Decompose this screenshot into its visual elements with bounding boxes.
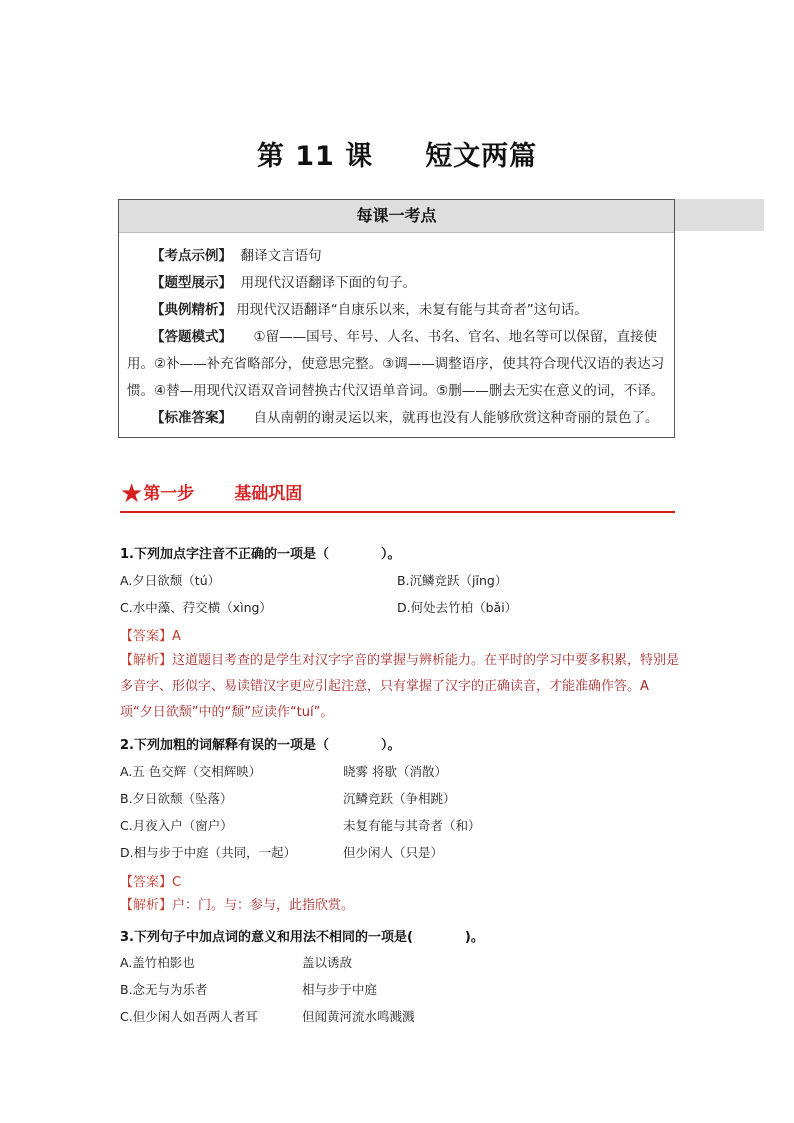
question-1-stem: 1.下列加点字注音不正确的一项是（ ）。 <box>120 547 401 562</box>
q2-right: 但少闲人（只是） <box>343 845 444 860</box>
lesson-number: 第 11 课 <box>256 141 374 172</box>
row-text: 自从南朝的谢灵运以来，就再也没有人能够欣赏这种奇丽的景色了。 <box>253 410 659 426</box>
key-point-box <box>118 199 675 438</box>
q3-option-row <box>302 980 377 998</box>
q3-option-row <box>302 1007 415 1025</box>
section-name: 基础巩固 <box>234 484 303 504</box>
q1-option-c: C.水中藻、荇交横（xìng） <box>120 600 272 615</box>
q3-option-row <box>120 953 195 971</box>
lesson-title <box>0 134 794 173</box>
row-text: ①留——国号、年号、人名、书名、官名、地名等可以保留，直接使 <box>253 329 658 345</box>
q2-right: 未复有能与其奇者（和） <box>343 818 481 833</box>
key-point-row <box>127 405 668 432</box>
q2-left: A.五 色交辉（交相辉映） <box>120 764 262 779</box>
q2-option-row <box>343 789 456 807</box>
q3-option-row <box>120 980 208 998</box>
key-point-row <box>127 351 668 378</box>
q3-right: 相与步于中庭 <box>302 982 378 997</box>
question-3-stem: 3.下列句子中加点词的意义和用法不相同的一项是( )。 <box>120 930 484 945</box>
q2-right: 沉鳞竞跃（争相跳） <box>343 791 456 806</box>
explanation-label: 【解析】 <box>120 653 173 668</box>
q3-left: B.念无与为乐者 <box>120 982 208 997</box>
q2-option-row <box>343 816 481 834</box>
answer-value: A <box>172 629 181 644</box>
section-heading <box>120 479 675 513</box>
q2-explanation <box>120 893 680 919</box>
q2-answer <box>120 871 181 890</box>
q2-right: 晓雾 将歇（消散） <box>343 764 447 779</box>
q3-left: C.但少闲人如吾两人者耳 <box>120 1009 258 1024</box>
row-label: 【答题模式】 <box>151 329 232 345</box>
q2-left: D.相与步于中庭（共同，一起） <box>120 845 297 860</box>
row-text: 惯。④替—用现代汉语双音词替换古代汉语单音词。⑤删——删去无实在意义的词，不译。 <box>127 383 665 399</box>
key-point-body <box>119 233 674 432</box>
explanation-label: 【解析】 <box>120 898 173 913</box>
q3-right: 但闻黄河流水鸣溅溅 <box>302 1009 415 1024</box>
row-label: 【典例精析】 <box>151 302 232 318</box>
row-text: 用现代汉语翻译“自康乐以来，未复有能与其奇者”这句话。 <box>236 302 588 318</box>
key-point-row <box>127 324 668 351</box>
star-icon: ★ <box>120 479 144 509</box>
answer-label: 【答案】 <box>120 629 173 644</box>
row-text: 用。②补——补充省略部分，使意思完整。③调——调整语序，使其符合现代汉语的表达习 <box>127 356 665 372</box>
q2-option-row <box>120 843 296 861</box>
answer-value: C <box>172 875 182 890</box>
row-text: 翻译文言语句 <box>240 248 322 264</box>
key-point-row <box>127 297 668 324</box>
q2-option-row <box>120 762 261 780</box>
q3-option-row <box>120 1007 258 1025</box>
q2-left: B.夕日欲颓（坠落） <box>120 791 233 806</box>
section-step: 第一步 <box>143 484 195 504</box>
answer-label: 【答案】 <box>120 875 173 890</box>
q3-right: 盖以诱敌 <box>302 955 353 970</box>
key-point-row <box>127 270 668 297</box>
row-label: 【考点示例】 <box>151 248 232 264</box>
question-2-stem: 2.下列加粗的词解释有误的一项是（ ）。 <box>120 738 401 753</box>
row-label: 【题型展示】 <box>151 275 232 291</box>
q2-option-row <box>120 789 233 807</box>
explanation-text: 户：门。与：参与，此指欣赏。 <box>172 898 355 913</box>
row-text: 用现代汉语翻译下面的句子。 <box>240 275 417 291</box>
key-point-header: 每课一考点 <box>119 200 674 233</box>
explanation-text: 这道题目考查的是学生对汉字字音的掌握与辨析能力。在平时的学习中要多积累，特别是多音字、形似字、易读错汉字更应引起注意，只有掌握了汉字的正确读音，才能准确作答。A项“夕日欲颓”中的“颓”应读作“tuí”。 <box>120 653 680 720</box>
key-point-row <box>127 243 668 270</box>
q3-left: A.盖竹柏影也 <box>120 955 195 970</box>
q2-option-row <box>343 843 443 861</box>
q2-left: C.月夜入户（窗户） <box>120 818 233 833</box>
q2-option-row <box>120 816 233 834</box>
q1-option-b: B.沉鳞竞跃（jīng） <box>397 573 508 588</box>
box-header-extension <box>675 199 764 231</box>
q1-option-a: A.夕日欲颓（tú） <box>120 573 221 588</box>
key-point-row <box>127 378 668 405</box>
q1-option-d: D.何处去竹柏（bǎi） <box>397 600 518 615</box>
row-label: 【标准答案】 <box>151 410 232 426</box>
q3-option-row <box>302 953 352 971</box>
lesson-name: 短文两篇 <box>425 141 538 172</box>
q1-explanation <box>120 648 680 726</box>
q2-option-row <box>343 762 447 780</box>
q1-answer <box>120 625 181 644</box>
